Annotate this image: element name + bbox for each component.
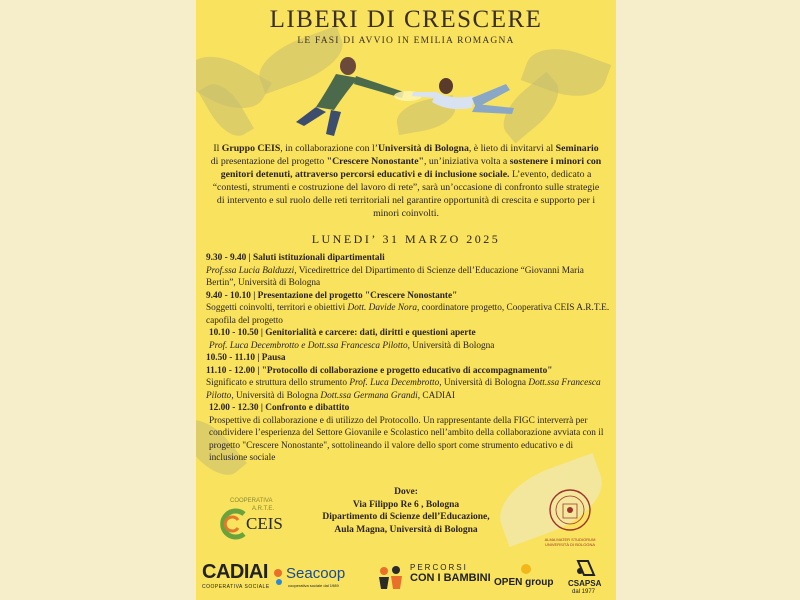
university-seal-logo: ALMA MATER STUDIORUM UNIVERSITÀ DI BOLOGNA: [541, 488, 599, 548]
partner-logos: CADIAI COOPERATIVA SOCIALE Seacoop cooperativa sociale dal 1989 PERCORSI CON I BAMBINI OPEN group CSAPSA dal 1977: [202, 561, 602, 595]
con-i-bambini-logo: PERCORSI CON I BAMBINI: [376, 561, 486, 595]
event-date: LUNEDI’ 31 MARZO 2025: [311, 232, 501, 246]
flying-figures-illustration: [286, 52, 526, 142]
children-icon: [376, 565, 406, 591]
program-item: 11.10 - 12.00 | "Protocollo di collaborazione e progetto educativo di accompagnamento" Significato e struttura dello strumento Prof. Luca Decembrotto, Università di Bologna Dott.ssa Francesca Pilotto, Università di Bologna Dott.ssa Germana Grandi, CADIAI: [206, 365, 601, 401]
program-schedule: [206, 252, 611, 465]
cadiai-logo: CADIAI COOPERATIVA SOCIALE: [202, 561, 270, 590]
program-item: 10.10 - 10.50 | Genitorialità e carcere: dati, diritti e questioni aperte Prof. Luca Decembrotto e Dott.ssa Francesca Pilotto, Università di Bologna: [209, 328, 495, 351]
program-item: 10.50 - 11.10 | Pausa: [206, 353, 286, 363]
seacoop-dot-icon: [274, 569, 282, 577]
poster-title: LIBERI DI CRESCERE: [269, 6, 543, 33]
ceis-c-icon: [216, 508, 250, 540]
event-poster: [196, 0, 616, 600]
program-item: 9.30 - 9.40 | Saluti istituzionali dipartimentali Prof.ssa Lucia Balduzzi, Vicedirettrice del Dipartimento di Scienze dell’Educazione “Giovanni Maria Bertin”, Università di Bologna: [206, 253, 584, 288]
seacoop-dot-icon: [276, 579, 282, 585]
venue-info: Dove: Via Filippo Re 6 , Bologna Dipartimento di Scienze dell’Educazione, Aula Magna, Università di Bologna: [322, 487, 490, 535]
program-item: 9.40 - 10.10 | Presentazione del progetto "Crescere Nonostante" Soggetti coinvolti, territori e obiettivi Dott. Davide Nora, coordinatore progetto, Cooperativa CEIS A.R.T.E. capofila del progetto: [206, 290, 610, 326]
program-item: 12.00 - 12.30 | Confronto e dibattito Prospettive di collaborazione e di utilizzo del Protocollo. Un rappresentante della FIGC interverrà per condividere l’esperienza del Settore Giovanile e Scolastico nell’ambito della collaborazione avviata con il progetto "Crescere Nonostante", sottolineando il valore dello sport come strumento educativo e di inclusione sociale: [209, 403, 604, 463]
seal-icon: [541, 488, 599, 532]
poster-subtitle: LE FASI DI AVVIO IN EMILIA ROMAGNA: [297, 36, 515, 46]
open-group-icon: [516, 563, 536, 575]
ceis-logo: COOPERATIVA A.R.T.E. CEIS: [216, 498, 288, 542]
intro-paragraph: Il Gruppo CEIS, in collaborazione con l’Università di Bologna, è lieto di invitarvi al Seminario di presentazione del progetto "Crescere Nonostante", un’iniziativa volta a sostenere i minori con genitori detenuti, attraverso percorsi educativi e di inclusione sociale. L’evento, dedicato a “contesti, strumenti e costruzione del lavoro di rete”, sarà un’occasione di confronto sulle strategie di intervento e sul ruolo delle reti territoriali nel garantire opportunità di crescita e supporto per i minori coinvolti.: [210, 143, 602, 219]
csapsa-icon: [574, 559, 598, 577]
